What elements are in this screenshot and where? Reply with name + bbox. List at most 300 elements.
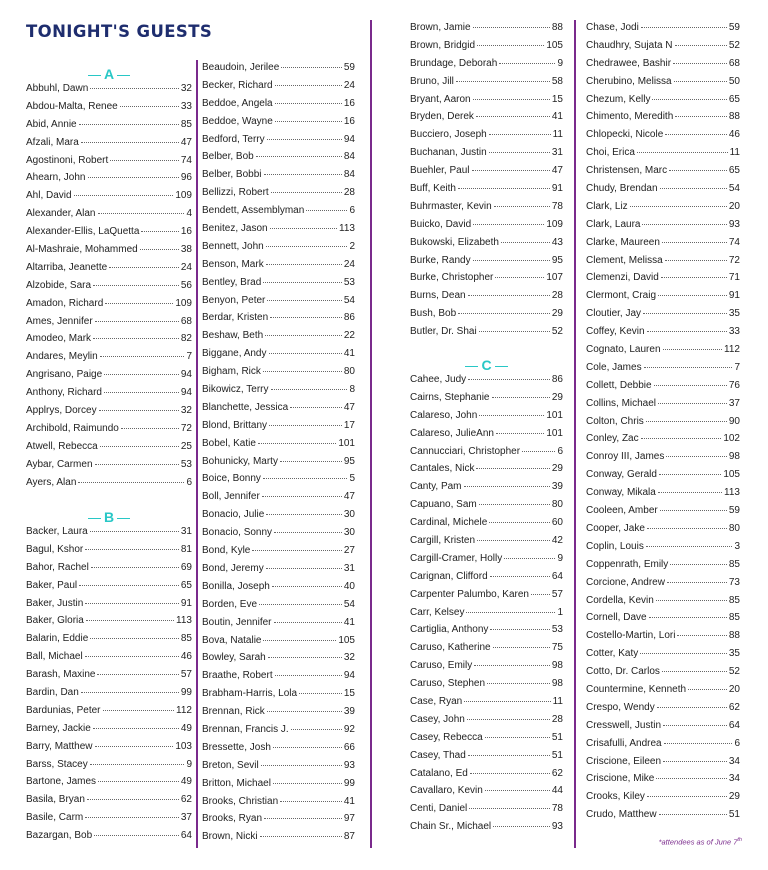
page-number: 72 <box>180 422 192 434</box>
guest-row <box>26 669 192 687</box>
guest-name: Collins, Michael <box>586 397 657 409</box>
guest-name: Afzali, Mara <box>26 136 79 148</box>
guest-row <box>410 326 563 344</box>
guest-name: Becker, Richard <box>202 79 273 91</box>
guest-row <box>26 351 192 369</box>
guest-name: Angrisano, Paige <box>26 369 103 381</box>
page-number: 68 <box>728 57 740 69</box>
guest-row <box>26 741 192 759</box>
section-header-b: B <box>26 508 192 526</box>
page-number: 99 <box>180 687 192 699</box>
dot-leader <box>291 729 342 730</box>
guest-row <box>202 62 355 80</box>
dot-leader <box>270 228 337 229</box>
guest-name: Anthony, Richard <box>26 387 102 399</box>
guest-name: Abbuhl, Dawn <box>26 83 89 94</box>
page-number: 78 <box>551 200 563 212</box>
dot-leader <box>660 188 727 189</box>
dot-leader <box>658 295 727 296</box>
guest-name: Cognato, Lauren <box>586 344 661 356</box>
column-2 <box>202 62 355 849</box>
dot-leader <box>493 647 550 648</box>
guest-row <box>586 595 740 613</box>
guest-name: Chaudhry, Sujata N <box>586 39 673 51</box>
guest-row <box>202 151 355 169</box>
page-number: 31 <box>343 562 355 574</box>
dot-leader <box>657 707 727 708</box>
dot-leader <box>275 103 342 104</box>
page-number: 25 <box>180 440 192 452</box>
guest-row <box>26 298 192 316</box>
page-number: 31 <box>180 526 192 537</box>
guest-name: Cresswell, Justin <box>586 719 662 731</box>
dot-leader <box>476 116 550 117</box>
guest-row <box>410 499 563 517</box>
guest-row <box>586 326 740 344</box>
footnote: *attendees as of June 7th <box>658 836 742 846</box>
dot-leader <box>271 192 342 193</box>
page-number: 6 <box>349 205 355 217</box>
guest-name: Applrys, Dorcey <box>26 405 97 417</box>
dot-leader <box>522 451 555 452</box>
page-number: 103 <box>175 740 192 752</box>
dot-leader <box>477 45 544 46</box>
guest-name: Berdar, Kristen <box>202 312 269 324</box>
guest-row <box>586 469 740 487</box>
guest-row <box>410 642 563 660</box>
page-number: 88 <box>728 111 740 123</box>
page-number: 30 <box>343 527 355 539</box>
guest-row <box>26 387 192 405</box>
guest-name: Choi, Erica <box>586 147 635 159</box>
dot-leader <box>264 174 342 175</box>
dot-leader <box>306 210 347 211</box>
guest-row <box>410 463 563 481</box>
guest-row <box>26 280 192 298</box>
guest-row <box>202 187 355 205</box>
page-number: 53 <box>180 458 192 470</box>
dot-leader <box>479 415 544 416</box>
dot-leader <box>99 410 179 411</box>
page-number: 113 <box>724 487 740 499</box>
dot-leader <box>252 550 342 551</box>
dot-leader <box>458 188 550 189</box>
guest-name: Bond, Kyle <box>202 545 251 557</box>
guest-row <box>410 201 563 219</box>
guest-name: Carr, Kelsey <box>410 606 465 618</box>
dot-leader <box>141 231 178 232</box>
guest-name: Ayers, Alan <box>26 476 77 488</box>
page-number: 65 <box>180 579 192 591</box>
dot-leader <box>485 790 550 791</box>
guest-row <box>202 831 355 849</box>
dot-leader <box>661 277 727 278</box>
guest-row <box>202 670 355 688</box>
dot-leader <box>104 392 179 393</box>
guest-row <box>202 438 355 456</box>
dot-leader <box>98 781 179 782</box>
dot-leader <box>269 353 342 354</box>
page-number: 85 <box>728 558 740 570</box>
page-number: 86 <box>343 312 355 324</box>
dot-leader <box>95 321 179 322</box>
guest-name: Benson, Mark <box>202 258 264 270</box>
dot-leader <box>663 761 727 762</box>
dot-leader <box>280 801 342 802</box>
guest-row <box>586 416 740 434</box>
dot-leader <box>468 379 550 380</box>
guest-row <box>26 651 192 669</box>
dot-leader <box>79 585 179 586</box>
page-number: 51 <box>551 749 563 761</box>
page-number: 71 <box>728 272 740 284</box>
guest-name: Conway, Mikala <box>586 487 656 499</box>
guest-name: Carignan, Clifford <box>410 570 488 582</box>
page-number: 28 <box>551 290 563 302</box>
guest-row <box>586 183 740 201</box>
guest-name: Borden, Eve <box>202 598 258 610</box>
guest-row <box>586 487 740 505</box>
dot-leader <box>267 300 342 301</box>
dot-leader <box>281 67 342 68</box>
dot-leader <box>261 765 342 766</box>
guest-row <box>586 255 740 273</box>
guest-row <box>410 165 563 183</box>
page-number: 92 <box>343 723 355 735</box>
page-number: 101 <box>546 409 563 421</box>
guest-row <box>586 22 740 40</box>
guest-row <box>26 83 192 101</box>
dot-leader <box>469 808 550 809</box>
page-number: 42 <box>551 535 563 547</box>
page-number: 53 <box>343 276 355 288</box>
guest-row <box>202 813 355 831</box>
dot-leader <box>646 421 727 422</box>
guest-name: Chase, Jodi <box>586 22 639 33</box>
dot-leader <box>90 531 179 532</box>
guest-row <box>202 348 355 366</box>
dot-leader <box>273 747 342 748</box>
guest-name: Ball, Michael <box>26 651 83 663</box>
dot-leader <box>479 504 550 505</box>
guest-row <box>26 812 192 830</box>
guest-name: Cole, James <box>586 361 642 373</box>
guest-row <box>202 599 355 617</box>
guest-name: Alexander-Ellis, LaQuetta <box>26 226 140 238</box>
page-number: 22 <box>343 330 355 342</box>
guest-name: Corcione, Andrew <box>586 576 665 588</box>
guest-name: Ames, Jennifer <box>26 315 93 327</box>
dot-leader <box>642 224 726 225</box>
page-number: 28 <box>551 713 563 725</box>
guest-row <box>410 183 563 201</box>
guest-row <box>26 405 192 423</box>
guest-row <box>26 705 192 723</box>
dot-leader <box>665 134 727 135</box>
guest-name: Caruso, Katherine <box>410 642 491 654</box>
guest-row <box>586 94 740 112</box>
guest-name: Belber, Bobbi <box>202 169 262 181</box>
guest-name: Carpenter Palumbo, Karen <box>410 588 529 600</box>
guest-row <box>202 473 355 491</box>
guest-name: Buehler, Paul <box>410 165 470 177</box>
page-number: 17 <box>343 419 355 431</box>
guest-name: Backer, Laura <box>26 526 88 537</box>
dot-leader <box>93 338 179 339</box>
guest-row <box>410 589 563 607</box>
guest-name: Bryant, Aaron <box>410 93 471 105</box>
guest-name: Burke, Randy <box>410 254 471 266</box>
guest-row <box>202 205 355 223</box>
dot-leader <box>280 461 342 462</box>
dot-leader <box>489 152 550 153</box>
guest-name: Agostinoni, Robert <box>26 154 109 166</box>
guest-row <box>202 760 355 778</box>
page-number: 16 <box>180 226 192 238</box>
guest-name: Benyon, Peter <box>202 294 266 306</box>
guest-row <box>410 750 563 768</box>
guest-row <box>410 553 563 571</box>
guest-name: Belber, Bob <box>202 151 254 163</box>
column-3-c <box>410 356 563 839</box>
guest-row <box>410 517 563 535</box>
page-number: 88 <box>728 630 740 642</box>
guest-row <box>202 456 355 474</box>
guest-name: Bahor, Rachel <box>26 561 89 573</box>
dot-leader <box>493 826 550 827</box>
page-number: 39 <box>551 481 563 493</box>
guest-row <box>410 237 563 255</box>
page-number: 2 <box>349 240 355 252</box>
guest-row <box>410 219 563 237</box>
guest-name: Crespo, Wendy <box>586 701 655 713</box>
guest-name: Bazargan, Bob <box>26 830 93 842</box>
guest-row <box>26 633 192 651</box>
dot-leader <box>659 474 721 475</box>
page-number: 93 <box>728 218 740 230</box>
guest-row <box>586 523 740 541</box>
page-number: 105 <box>546 39 563 51</box>
guest-name: Bardunias, Peter <box>26 704 101 716</box>
dot-leader <box>79 124 179 125</box>
guest-name: Archibold, Raimundo <box>26 422 119 434</box>
guest-name: Casey, Thad <box>410 749 466 761</box>
page-number: 9 <box>557 552 563 564</box>
guest-row <box>202 420 355 438</box>
guest-name: Burns, Dean <box>410 290 466 302</box>
page-number: 7 <box>186 351 192 363</box>
guest-name: Ahl, David <box>26 190 72 202</box>
guest-name: Bonilla, Joseph <box>202 580 270 592</box>
dot-leader <box>81 142 179 143</box>
guest-name: Britton, Michael <box>202 777 271 789</box>
guest-row <box>26 776 192 794</box>
dot-leader <box>658 492 722 493</box>
dot-leader <box>268 657 342 658</box>
guest-list <box>202 62 355 849</box>
guest-row <box>26 262 192 280</box>
page-number: 11 <box>552 696 563 708</box>
guest-name: Boutin, Jennifer <box>202 616 272 628</box>
page-number: 109 <box>175 190 192 202</box>
guest-name: Capuano, Sam <box>410 499 477 511</box>
dot-leader <box>476 468 549 469</box>
page-number: 109 <box>546 218 563 230</box>
page-number: 27 <box>343 545 355 557</box>
guest-row <box>202 259 355 277</box>
page-number: 80 <box>551 499 563 511</box>
page-number: 80 <box>343 366 355 378</box>
page-number: 102 <box>723 433 740 445</box>
guest-name: Cooper, Jake <box>586 522 645 534</box>
guest-name: Barss, Stacey <box>26 758 88 770</box>
guest-name: Brown, Jamie <box>410 22 471 33</box>
page-number: 7 <box>734 361 740 373</box>
page-number: 35 <box>728 308 740 320</box>
guest-row <box>410 111 563 129</box>
page-number: 20 <box>728 683 740 695</box>
guest-name: Countermine, Kenneth <box>586 683 687 695</box>
page-number: 20 <box>728 200 740 212</box>
guest-name: Bond, Jeremy <box>202 562 264 574</box>
guest-row <box>586 165 740 183</box>
guest-row <box>202 796 355 814</box>
column-1-b <box>26 508 192 848</box>
dot-leader <box>299 693 342 694</box>
guest-list <box>410 22 563 344</box>
dot-leader <box>95 746 174 747</box>
guest-name: Buhrmaster, Kevin <box>410 200 492 212</box>
guest-name: Casey, John <box>410 713 465 725</box>
guest-row <box>586 380 740 398</box>
guest-name: Chedrawee, Bashir <box>586 57 672 69</box>
page-number: 113 <box>176 615 192 627</box>
guest-name: Collett, Debbie <box>586 379 652 391</box>
page-number: 1 <box>557 606 563 618</box>
dot-leader <box>274 532 342 533</box>
page-number: 41 <box>551 111 563 123</box>
page-number: 33 <box>180 100 192 112</box>
page-number: 34 <box>728 755 740 767</box>
guest-name: Bruno, Jill <box>410 75 454 87</box>
guest-name: Crooks, Kiley <box>586 791 645 803</box>
guest-row <box>410 255 563 273</box>
dot-leader <box>489 522 550 523</box>
page-number: 99 <box>343 777 355 789</box>
page-number: 41 <box>343 348 355 360</box>
page-number: 82 <box>180 333 192 345</box>
dot-leader <box>669 170 727 171</box>
dot-leader <box>501 242 550 243</box>
dot-leader <box>275 121 342 122</box>
guest-name: Coppenrath, Emily <box>586 558 669 570</box>
page-number: 11 <box>729 147 740 159</box>
page-number: 9 <box>557 57 563 69</box>
page-number: 94 <box>343 670 355 682</box>
page-number: 16 <box>343 97 355 109</box>
dot-leader <box>649 617 727 618</box>
dot-leader <box>266 246 348 247</box>
guest-row <box>586 630 740 648</box>
guest-name: Clarke, Maureen <box>586 236 660 248</box>
guest-name: Bressette, Josh <box>202 741 271 753</box>
dot-leader <box>85 603 179 604</box>
guest-row <box>26 244 192 262</box>
guest-name: Bucciero, Joseph <box>410 129 487 141</box>
page-number: 81 <box>180 543 192 555</box>
guest-row <box>410 535 563 553</box>
page-number: 58 <box>551 75 563 87</box>
guest-name: Clark, Liz <box>586 200 628 212</box>
dot-leader <box>103 710 175 711</box>
page-number: 107 <box>546 272 563 284</box>
page-number: 46 <box>728 129 740 141</box>
dot-leader <box>660 510 727 511</box>
dot-leader <box>492 397 550 398</box>
page-number: 64 <box>551 570 563 582</box>
guest-row <box>586 58 740 76</box>
guest-row <box>410 660 563 678</box>
dot-leader <box>275 85 342 86</box>
page-number: 64 <box>728 719 740 731</box>
page-number: 64 <box>180 830 192 842</box>
guest-row <box>586 129 740 147</box>
guest-row <box>410 428 563 446</box>
dot-leader <box>120 106 179 107</box>
guest-row <box>202 241 355 259</box>
dot-leader <box>487 683 550 684</box>
guest-name: Al-Mashraie, Mohammed <box>26 244 138 256</box>
dot-leader <box>647 796 727 797</box>
guest-row <box>202 491 355 509</box>
dot-leader <box>664 743 733 744</box>
guest-row <box>26 441 192 459</box>
dot-leader <box>485 737 550 738</box>
dot-leader <box>121 428 179 429</box>
guest-row <box>26 226 192 244</box>
dot-leader <box>263 640 336 641</box>
dot-leader <box>662 242 727 243</box>
page-number: 11 <box>552 129 563 141</box>
page-number: 52 <box>728 666 740 678</box>
guest-row <box>586 666 740 684</box>
dot-leader <box>263 282 342 283</box>
guest-name: Clement, Melissa <box>586 254 663 266</box>
dot-leader <box>258 443 336 444</box>
dot-leader <box>464 701 550 702</box>
page-number: 93 <box>551 821 563 833</box>
guest-row <box>26 562 192 580</box>
guest-name: Coffey, Kevin <box>586 326 645 338</box>
page-number: 105 <box>338 634 355 646</box>
guest-name: Biggane, Andy <box>202 348 267 360</box>
guest-row <box>26 119 192 137</box>
page-number: 4 <box>186 208 192 220</box>
guest-name: Blond, Brittany <box>202 419 268 431</box>
dot-leader <box>95 464 179 465</box>
guest-name: Blanchette, Jessica <box>202 401 289 413</box>
guest-name: Christensen, Marc <box>586 165 668 177</box>
dot-leader <box>74 195 174 196</box>
guest-name: Cargill, Kristen <box>410 535 476 547</box>
dot-leader <box>100 356 185 357</box>
guest-name: Bonacio, Julie <box>202 509 265 521</box>
page-number: 98 <box>728 451 740 463</box>
dot-leader <box>490 576 550 577</box>
dot-leader <box>290 407 342 408</box>
guest-name: Bedford, Terry <box>202 133 265 145</box>
page-number: 52 <box>551 326 563 338</box>
